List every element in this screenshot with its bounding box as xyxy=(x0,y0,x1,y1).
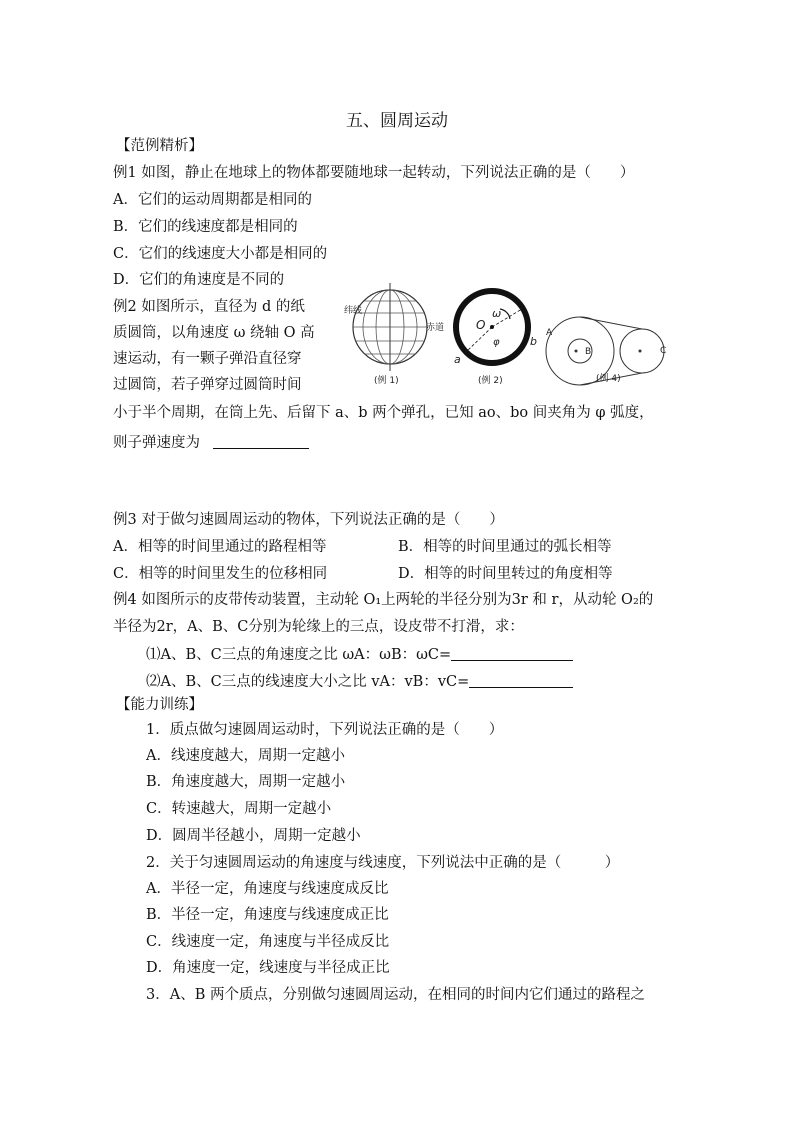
ex1-stem: 例1 如图，静止在地球上的物体都要随地球一起转动，下列说法正确的是（ ） xyxy=(113,165,635,181)
section-heading-training: 【能力训练】 xyxy=(116,697,203,713)
ex3-option-b: B．相等的时间里通过的弧长相等 xyxy=(398,539,612,555)
q1-option-c: C．转速越大，周期一定越小 xyxy=(146,801,332,817)
fig2-phi-label: φ xyxy=(493,337,500,348)
globe-latitude-label: 纬线 xyxy=(344,306,363,316)
ex4-q1-text: ⑴A、B、C三点的角速度之比 ωA：ωB：ωC= xyxy=(146,647,452,663)
q2-option-c: C．线速度一定，角速度与半径成反比 xyxy=(146,934,390,950)
q1-option-a: A．线速度越大，周期一定越小 xyxy=(146,748,345,764)
fig4-a-label: A xyxy=(546,328,553,338)
fig4-b-label: B xyxy=(585,347,592,357)
ex4-q2-text: ⑵A、B、C三点的线速度大小之比 vA：vB：vC= xyxy=(146,674,470,690)
ex4-q2-line xyxy=(146,672,573,692)
cylinder-figure xyxy=(454,291,537,386)
fig4-caption: (例 4) xyxy=(596,374,621,384)
fig2-o-label: O xyxy=(476,318,486,332)
ex4-q2-blank[interactable] xyxy=(469,673,573,688)
section-heading-examples: 【范例精析】 xyxy=(116,138,203,154)
ex3-option-c: C．相等的时间里发生的位移相同 xyxy=(113,566,328,582)
ex3-option-a: A．相等的时间里通过的路程相等 xyxy=(113,539,327,555)
ex4-line-2: 半径为2r，A、B、C分别为轮缘上的三点，设皮带不打滑，求： xyxy=(113,619,524,635)
page-title: 五、圆周运动 xyxy=(346,111,448,131)
ex1-option-a: A．它们的运动周期都是相同的 xyxy=(113,192,312,208)
q3-stem: 3．A、B 两个质点，分别做匀速圆周运动，在相同的时间内它们通过的路程之 xyxy=(146,987,645,1003)
q2-option-d: D．角速度一定，线速度与半径成正比 xyxy=(146,960,390,976)
ex1-option-c: C．它们的线速度大小都是相同的 xyxy=(113,246,328,262)
q1-option-b: B．角速度越大，周期一定越小 xyxy=(146,774,346,790)
q2-option-b: B．半径一定，角速度与线速度成正比 xyxy=(146,907,389,923)
globe-equator-label: 赤道 xyxy=(426,323,445,333)
ex3-stem: 例3 对于做匀速圆周运动的物体，下列说法正确的是（ ） xyxy=(113,512,504,528)
q1-stem: 1．质点做匀速圆周运动时，下列说法正确的是（ ） xyxy=(146,722,504,738)
ex3-option-d: D．相等的时间里转过的角度相等 xyxy=(398,566,613,582)
figures-panel xyxy=(342,279,682,389)
ex2-line-5: 小于半个周期，在筒上先、后留下 a、b 两个弹孔，已知 ao、bo 间夹角为 φ 弧度， xyxy=(113,405,654,421)
ex2-answer-line xyxy=(113,433,309,453)
q2-stem: 2．关于匀速圆周运动的角速度与线速度，下列说法中正确的是（ ） xyxy=(146,855,620,871)
ex4-q1-line xyxy=(146,645,573,665)
ex4-q1-blank[interactable] xyxy=(451,646,573,661)
ex4-line-1: 例4 如图所示的皮带传动装置，主动轮 O₁上两轮的半径分别为3r 和 r，从动轮 O₂的 xyxy=(113,592,654,608)
ex2-line-4: 过圆筒，若子弹穿过圆筒时间 xyxy=(113,377,302,393)
fig1-caption: (例 1) xyxy=(374,376,399,386)
ex2-line-3: 速运动，有一颗子弹沿直径穿 xyxy=(113,351,302,367)
fig4-c-label: C xyxy=(660,346,667,356)
ex1-option-d: D．它们的角速度是不同的 xyxy=(113,272,285,288)
fig2-a-label: a xyxy=(454,353,461,366)
fig2-b-label: b xyxy=(530,335,537,348)
ex2-line-2: 质圆筒，以角速度 ω 绕轴 O 高 xyxy=(113,325,315,341)
ex2-line-1: 例2 如图所示，直径为 d 的纸 xyxy=(113,299,305,315)
q2-option-a: A．半径一定，角速度与线速度成反比 xyxy=(146,881,389,897)
fig2-omega-label: ω xyxy=(492,307,502,320)
globe-figure xyxy=(344,283,444,386)
ex2-answer-blank[interactable] xyxy=(213,434,309,449)
ex2-line-6: 则子弹速度为 xyxy=(113,435,200,451)
fig2-caption: (例 2) xyxy=(478,376,503,386)
ex1-option-b: B．它们的线速度都是相同的 xyxy=(113,219,298,235)
q1-option-d: D．圆周半径越小，周期一定越小 xyxy=(146,828,361,844)
belt-drive-figure xyxy=(546,317,666,385)
